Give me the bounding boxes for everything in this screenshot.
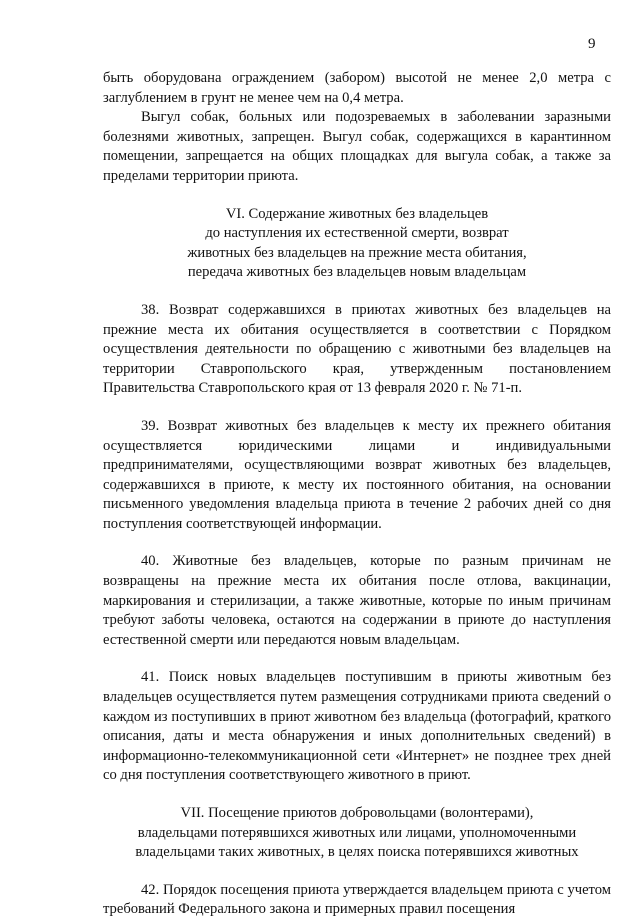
section-heading-vi-line: VI. Содержание животных без владельцев — [225, 205, 489, 222]
section-heading-vi-line: до наступления их естественной смерти, возврат — [205, 225, 509, 242]
paragraph-42: 42. Порядок посещения приюта утверждается владельцем приюта с учетом требований Федерального закона и примерных правил посещения — [103, 881, 611, 918]
page-number: 9 — [588, 36, 596, 52]
section-heading-vii-line: VII. Посещение приютов добровольцами (волонтерами), — [180, 805, 534, 821]
paragraph-continuation: быть оборудована ограждением (забором) высотой не менее 2,0 метра с заглублением в грунт не менее чем на 0,4 метра. — [103, 70, 611, 106]
paragraph-dog-walking: Выгул собак, больных или подозреваемых в заболевании заразными болезнями животных, запрещен. Выгул собак, содержащихся в карантинном помещении, запрещается на общих площадках для выгула собак, а также за пределами территории приюта. — [103, 109, 611, 184]
section-heading-vi-line: передача животных без владельцев новым владельцам — [187, 264, 527, 281]
section-heading-vi-line: животных без владельцев на прежние места обитания, — [187, 244, 527, 261]
section-heading-vii — [103, 804, 611, 863]
paragraph-40: 40. Животные без владельцев, которые по разным причинам не возвращены на прежние места их обитания после отлова, вакцинации, маркирования и стерилизации, а также животные, которые по иным причинам требуют заботы человека, остаются на содержании в приюте до наступления естественной смерти или передаются новым владельцам. — [103, 553, 611, 648]
paragraph-41: 41. Поиск новых владельцев поступившим в приюты животным без владельцев осуществляется путем размещения сотрудниками приюта сведений о каждом из поступивших в приют животном без владельца (фотографий, краткого описания, даты и места обнаружения и иных дополнительных сведений) в информационно-телекоммуникационной сети «Интернет» не позднее трех дней со дня поступления соответствующего животного в приют. — [103, 669, 611, 784]
document-body — [103, 69, 611, 920]
section-heading-vi — [103, 205, 611, 283]
section-heading-vii-line: владельцами потерявшихся животных или лицами, уполномоченными — [137, 824, 577, 841]
paragraph-38: 38. Возврат содержавшихся в приютах животных без владельцев на прежние места их обитания осуществляется в соответствии с Порядком осуществления деятельности по обращению с животными без владельцев на территории Ставропольского края, утвержденным постановлением Правительства Ставропольского края от 13 февраля 2020 г. № 71-п. — [103, 301, 611, 397]
section-heading-vii-line: владельцами таких животных, в целях поиска потерявшихся животных — [135, 844, 579, 861]
paragraph-39: 39. Возврат животных без владельцев к месту их прежнего обитания осуществляется юридическими лицами и индивидуальными предпринимателями, осуществляющими возврат животных без владельцев, содержавшихся в приюте, к месту их постоянного обитания, на основании письменного уведомления владельца приюта в течение 2 рабочих дней со дня поступления соответствующей информации. — [103, 417, 611, 532]
